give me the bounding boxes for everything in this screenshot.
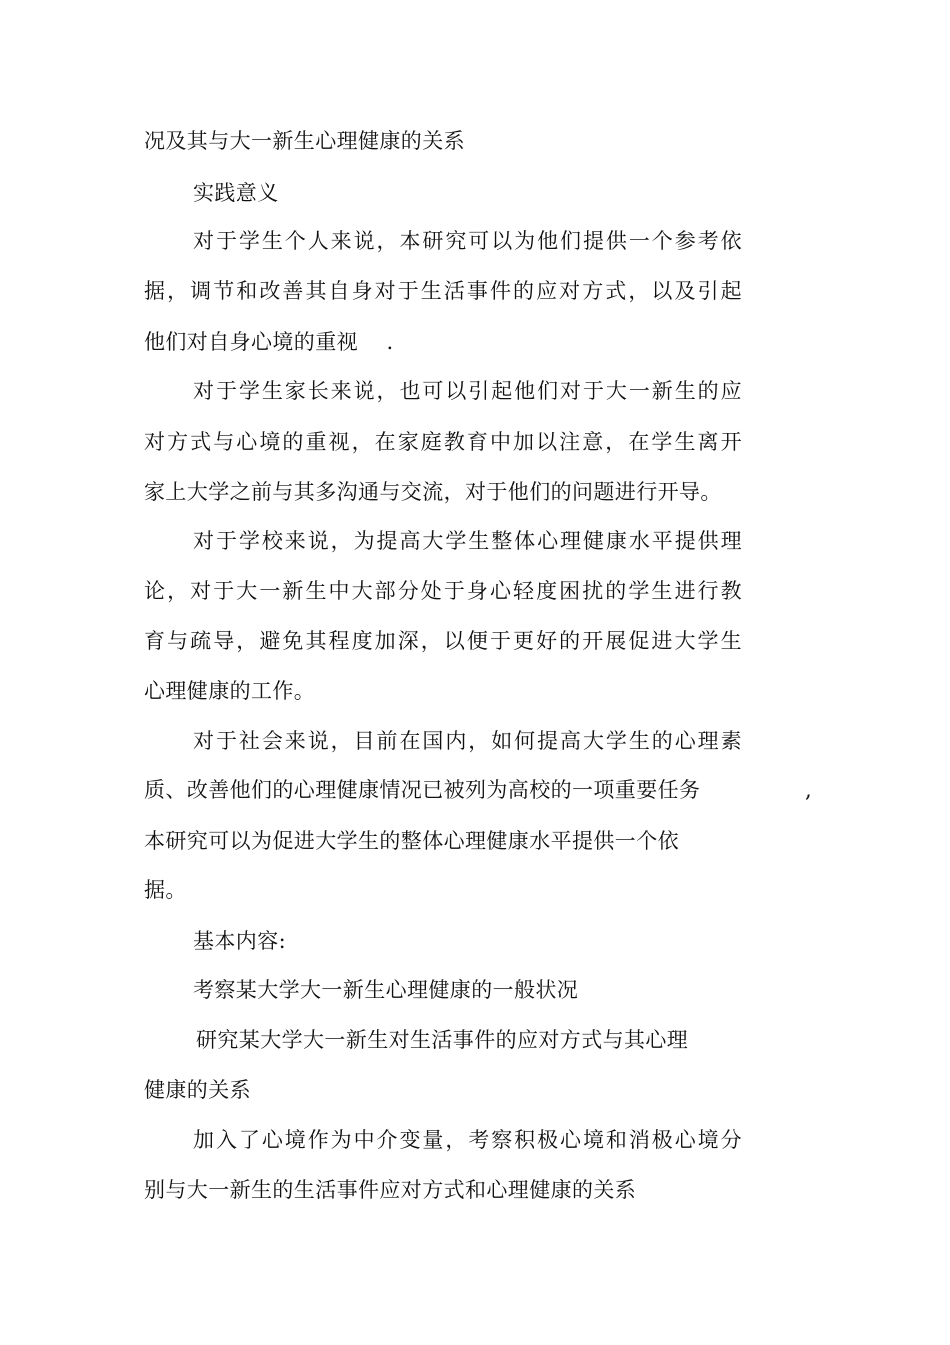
paragraph-society-line-4: 据。 xyxy=(144,878,187,902)
paragraph-student-line-1: 对于学生个人来说，本研究可以为他们提供一个参考依 xyxy=(193,229,742,253)
paragraph-student-line-2: 据，调节和改善其自身对于生活事件的应对方式，以及引起 xyxy=(144,279,742,303)
paragraph-parents-line-3: 家上大学之前与其多沟通与交流，对于他们的问题进行开导。 xyxy=(144,480,722,504)
paragraph-school-line-1: 对于学校来说，为提高大学生整体心理健康水平提供理 xyxy=(193,529,742,553)
paragraph-parents-line-2: 对方式与心境的重视，在家庭教育中加以注意，在学生离开 xyxy=(144,430,742,454)
text-line-continuation: 况及其与大一新生心理健康的关系 xyxy=(144,129,465,153)
paragraph-society-line-2: 质、改善他们的心理健康情况已被列为高校的一项重要任务 xyxy=(144,778,701,802)
paragraph-school-line-2: 论，对于大一新生中大部分处于身心轻度困扰的学生进行教 xyxy=(144,579,742,603)
content-item-2-line-1: 研究某大学大一新生对生活事件的应对方式与其心理 xyxy=(196,1028,689,1052)
paragraph-student-line-3: 他们对自身心境的重视 . xyxy=(144,330,394,354)
paragraph-parents-line-1: 对于学生家长来说，也可以引起他们对于大一新生的应 xyxy=(193,379,742,403)
content-item-1: 考察某大学大一新生心理健康的一般状况 xyxy=(193,978,579,1002)
content-item-3-line-1: 加入了心境作为中介变量，考察积极心境和消极心境分 xyxy=(193,1128,742,1152)
section-heading-practical-significance: 实践意义 xyxy=(193,181,279,205)
content-item-2-line-2: 健康的关系 xyxy=(144,1078,251,1102)
paragraph-society-line-3: 本研究可以为促进大学生的整体心理健康水平提供一个依 xyxy=(144,829,679,853)
paragraph-school-line-3: 育与疏导，避免其程度加深，以便于更好的开展促进大学生 xyxy=(144,629,742,653)
paragraph-society-line-1: 对于社会来说，目前在国内，如何提高大学生的心理素 xyxy=(193,729,742,753)
stray-comma: , xyxy=(805,778,812,802)
section-heading-basic-content: 基本内容: xyxy=(193,929,287,953)
content-item-3-line-2: 别与大一新生的生活事件应对方式和心理健康的关系 xyxy=(144,1178,637,1202)
paragraph-school-line-4: 心理健康的工作。 xyxy=(144,679,316,703)
